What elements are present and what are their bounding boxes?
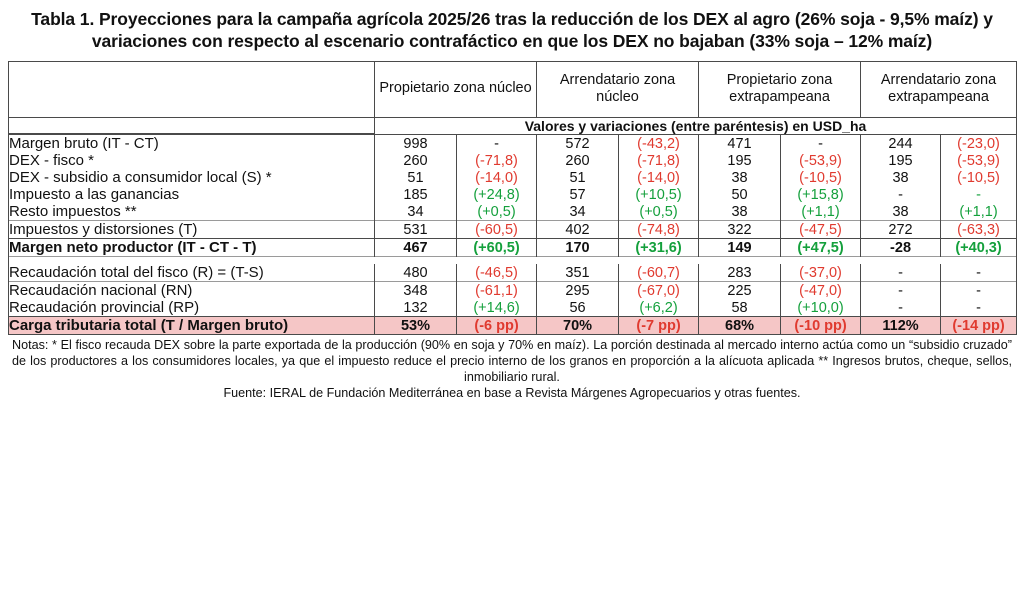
cell-variation: (+1,1): [941, 203, 1017, 221]
cell-variation: (-67,0): [619, 282, 699, 300]
cell-value: 480: [375, 264, 457, 282]
column-header-propietario-extrapampeana: Propietario zona extrapampeana: [699, 61, 861, 117]
table-row: [9, 282, 1017, 300]
cell-variation: (-10,5): [941, 169, 1017, 186]
cell-variation: -: [457, 134, 537, 152]
table-row-spacer: [9, 257, 1017, 265]
cell-value: 998: [375, 134, 457, 152]
column-header-arrendatario-nucleo: Arrendatario zona núcleo: [537, 61, 699, 117]
subheader-units: Valores y variaciones (entre paréntesis) en USD_ha: [375, 117, 1017, 134]
header-corner-cell: [9, 61, 375, 117]
cell-variation: (+1,1): [781, 203, 861, 221]
cell-value: 149: [699, 239, 781, 257]
cell-value: 34: [537, 203, 619, 221]
cell-value: 51: [537, 169, 619, 186]
cell-variation: (+0,5): [457, 203, 537, 221]
cell-variation: (+60,5): [457, 239, 537, 257]
cell-variation: (-71,8): [457, 152, 537, 169]
cell-variation: (-47,0): [781, 282, 861, 300]
table-row: [9, 152, 1017, 169]
cell-value: -: [861, 282, 941, 300]
cell-variation: (+10,5): [619, 186, 699, 203]
row-label: Margen bruto (IT - CT): [9, 134, 375, 152]
cell-value: 531: [375, 221, 457, 239]
row-label: DEX - subsidio a consumidor local (S) *: [9, 169, 375, 186]
cell-value: 185: [375, 186, 457, 203]
table-notes: [8, 338, 1016, 401]
cell-value: 58: [699, 299, 781, 317]
table-row: [9, 264, 1017, 282]
cell-variation: (-53,9): [781, 152, 861, 169]
row-label: Carga tributaria total (T / Margen bruto): [9, 317, 375, 335]
cell-variation: (+40,3): [941, 239, 1017, 257]
row-label: Impuesto a las ganancias: [9, 186, 375, 203]
cell-variation: (-14,0): [619, 169, 699, 186]
cell-value: 283: [699, 264, 781, 282]
cell-value: 38: [861, 203, 941, 221]
cell-variation: (-14 pp): [941, 317, 1017, 335]
table-row: [9, 134, 1017, 152]
cell-value: 132: [375, 299, 457, 317]
subheader-empty-cell: [9, 117, 375, 134]
cell-variation: (+10,0): [781, 299, 861, 317]
spacer-cell: [9, 257, 1017, 265]
cell-value: 272: [861, 221, 941, 239]
row-label: DEX - fisco *: [9, 152, 375, 169]
projections-table: [8, 61, 1017, 336]
table-row: [9, 317, 1017, 335]
cell-value: 51: [375, 169, 457, 186]
cell-variation: (+14,6): [457, 299, 537, 317]
cell-variation: (-71,8): [619, 152, 699, 169]
cell-value: 170: [537, 239, 619, 257]
cell-variation: -: [941, 186, 1017, 203]
cell-value: 112%: [861, 317, 941, 335]
cell-variation: (-60,5): [457, 221, 537, 239]
cell-value: -28: [861, 239, 941, 257]
cell-value: 34: [375, 203, 457, 221]
notes-line-2: Fuente: IERAL de Fundación Mediterránea en base a Revista Márgenes Agropecuarios y otras fuentes.: [223, 385, 801, 400]
row-label: Recaudación total del fisco (R) = (T-S): [9, 264, 375, 282]
cell-value: 38: [861, 169, 941, 186]
row-label: Recaudación nacional (RN): [9, 282, 375, 300]
row-label: Recaudación provincial (RP): [9, 299, 375, 317]
cell-variation: (-46,5): [457, 264, 537, 282]
table-row: [9, 299, 1017, 317]
cell-value: 467: [375, 239, 457, 257]
cell-value: -: [861, 186, 941, 203]
cell-variation: -: [941, 282, 1017, 300]
table-row: [9, 221, 1017, 239]
page-title: Tabla 1. Proyecciones para la campaña agrícola 2025/26 tras la reducción de los DEX al agro (26% soja - 9,5% maíz) y variaciones con respecto al escenario contrafáctico en que los DEX no bajaban (33% soja – 12% maíz): [31, 9, 993, 52]
cell-value: -: [861, 264, 941, 282]
table-subheader-row: [9, 117, 1017, 134]
cell-variation: (-10,5): [781, 169, 861, 186]
cell-variation: (-10 pp): [781, 317, 861, 335]
cell-value: -: [861, 299, 941, 317]
cell-variation: -: [941, 299, 1017, 317]
cell-value: 57: [537, 186, 619, 203]
cell-value: 195: [861, 152, 941, 169]
notes-line-1: Notas: * El fisco recauda DEX sobre la parte exportada de la producción (90% en soja y 70% en maíz). La porción destinada al mercado interno actúa como un “subsidio cruzado” de los productores a los consumidores locales, ya que el impuesto reduce el precio interno de los granos en proporción a la alícuota aplicada ** Ingresos brutos, cheque, sellos, inmobiliario rural.: [12, 338, 1012, 384]
cell-value: 50: [699, 186, 781, 203]
cell-variation: (-23,0): [941, 134, 1017, 152]
table-row: [9, 203, 1017, 221]
cell-variation: (+0,5): [619, 203, 699, 221]
row-label: Margen neto productor (IT - CT - T): [9, 239, 375, 257]
cell-variation: (-74,8): [619, 221, 699, 239]
cell-value: 53%: [375, 317, 457, 335]
cell-variation: (-47,5): [781, 221, 861, 239]
cell-variation: (+6,2): [619, 299, 699, 317]
cell-value: 56: [537, 299, 619, 317]
cell-variation: (-60,7): [619, 264, 699, 282]
table-row: [9, 186, 1017, 203]
cell-variation: (+31,6): [619, 239, 699, 257]
cell-value: 38: [699, 169, 781, 186]
cell-value: 348: [375, 282, 457, 300]
cell-value: 68%: [699, 317, 781, 335]
cell-variation: (-61,1): [457, 282, 537, 300]
cell-value: 471: [699, 134, 781, 152]
cell-variation: (-63,3): [941, 221, 1017, 239]
cell-value: 195: [699, 152, 781, 169]
cell-value: 244: [861, 134, 941, 152]
cell-variation: (-7 pp): [619, 317, 699, 335]
table-header-row: [9, 61, 1017, 117]
cell-variation: -: [781, 134, 861, 152]
cell-value: 38: [699, 203, 781, 221]
cell-value: 70%: [537, 317, 619, 335]
cell-value: 402: [537, 221, 619, 239]
cell-variation: (-14,0): [457, 169, 537, 186]
cell-variation: (+47,5): [781, 239, 861, 257]
table-row: [9, 169, 1017, 186]
cell-variation: (-43,2): [619, 134, 699, 152]
cell-variation: (+15,8): [781, 186, 861, 203]
cell-value: 260: [375, 152, 457, 169]
cell-variation: -: [941, 264, 1017, 282]
cell-value: 572: [537, 134, 619, 152]
cell-value: 225: [699, 282, 781, 300]
cell-variation: (-37,0): [781, 264, 861, 282]
column-header-arrendatario-extrapampeana: Arrendatario zona extrapampeana: [861, 61, 1017, 117]
cell-variation: (-6 pp): [457, 317, 537, 335]
column-header-propietario-nucleo: Propietario zona núcleo: [375, 61, 537, 117]
cell-value: 322: [699, 221, 781, 239]
cell-value: 295: [537, 282, 619, 300]
row-label: Impuestos y distorsiones (T): [9, 221, 375, 239]
cell-value: 351: [537, 264, 619, 282]
table-body: [9, 134, 1017, 335]
table-row: [9, 239, 1017, 257]
cell-value: 260: [537, 152, 619, 169]
row-label: Resto impuestos **: [9, 203, 375, 221]
cell-variation: (-53,9): [941, 152, 1017, 169]
cell-variation: (+24,8): [457, 186, 537, 203]
